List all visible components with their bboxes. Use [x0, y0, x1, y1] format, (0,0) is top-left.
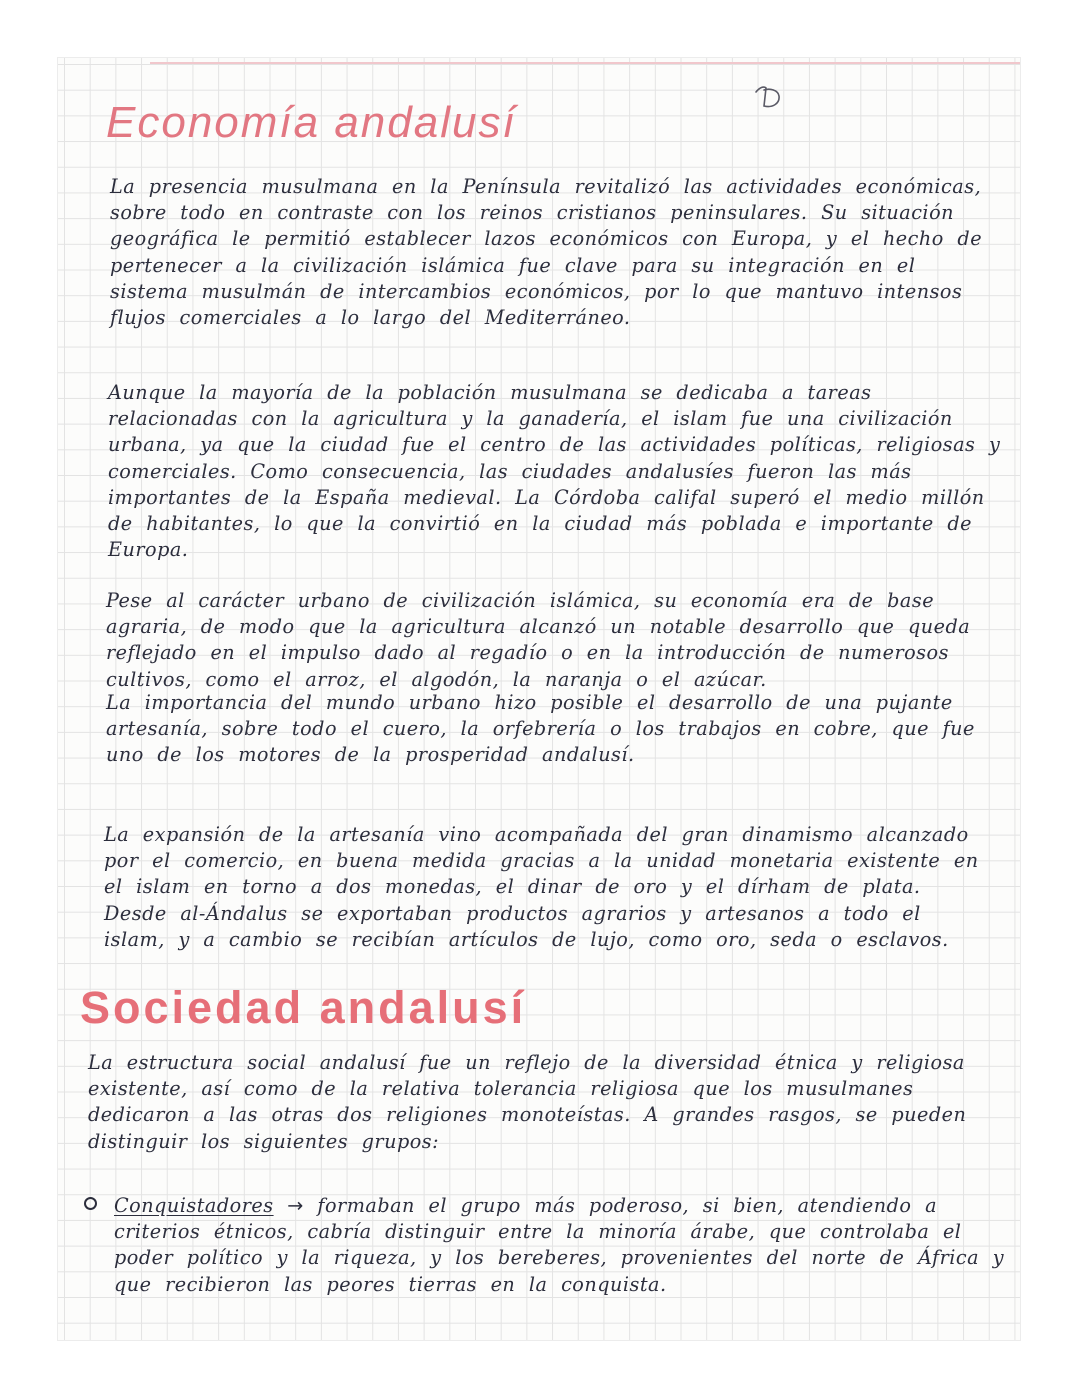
arrow-right-icon: → [287, 1194, 304, 1217]
paragraph-economia-3: Pese al carácter urbano de civilización islámica, su economía era de base agraria, de modo que la agricultura alcanzó un notable desarrollo que queda reflejado en el impulso dado al regadío o en la introducción de numerosos cultivos, como el arroz, el algodón, la naranja o el azúcar. [106, 589, 971, 691]
section-title-sociedad: Sociedad andalusí [80, 982, 527, 1033]
list-item-text: formaban el grupo más poderoso, si bien, atendiendo a criterios étnicos, cabría distinguir entre la minoría árabe, que controlaba el poder político y la riqueza, y los bereberes, provenientes del norte de África y que recibieron las peores tierras en la conquista. [114, 1194, 1005, 1296]
paragraph-economia-1: La presencia musulmana en la Península revitalizó las actividades económicas, sobre todo en contraste con los reinos cristianos peninsulares. Su situación geográfica le permitió establecer lazos económicos con Europa, y el hecho de pertenecer a la civilización islámica fue clave para su integración en el sistema musulmán de intercambios económicos, por lo que mantuvo intensos flujos comerciales a lo largo del Mediterráneo. [110, 175, 983, 330]
paragraph-economia-2: Aunque la mayoría de la población musulmana se dedicaba a tareas relacionadas con la agricultura y la ganadería, el islam fue una civilización urbana, ya que la ciudad fue el centro de las actividades políticas, religiosas y comerciales. Como consecuencia, las ciudades andalusíes fueron las más importantes de la España medieval. La Córdoba califal superó el medio millón de habitantes, lo que la convirtió en la ciudad más poblada e importante de Europa. [108, 381, 1001, 562]
paragraph-sociedad-1: La estructura social andalusí fue un reflejo de la diversidad étnica y religiosa existente, así como de la relativa tolerancia religiosa que los musulmanes dedicaron a las otras dos religiones monoteístas. A grandes rasgos, se pueden distinguir los siguientes grupos: [88, 1051, 967, 1153]
page-top-rule [150, 62, 1020, 64]
bullet-icon [84, 1197, 97, 1210]
paragraph-economia-4: La importancia del mundo urbano hizo posible el desarrollo de una pujante artesanía, sobre todo el cuero, la orfebrería o los trabajos en cobre, que fue uno de los motores de la prosperidad andalusí. [106, 691, 975, 767]
section-title-economia: Economía andalusí [106, 98, 517, 147]
list-item-conquistadores [84, 1193, 1024, 1298]
term-conquistadores: Conquistadores [114, 1194, 274, 1217]
paragraph-economia-5: La expansión de la artesanía vino acompañada del gran dinamismo alcanzado por el comercio, en buena medida gracias a la unidad monetaria existente en el islam en torno a dos monedas, el dinar de oro y el dírham de plata. Desde al-Ándalus se exportaban productos agrarios y artesanos a todo el islam, y a cambio se recibían artículos de lujo, como oro, seda o esclavos. [104, 823, 979, 951]
pen-doodle-icon [752, 84, 784, 114]
